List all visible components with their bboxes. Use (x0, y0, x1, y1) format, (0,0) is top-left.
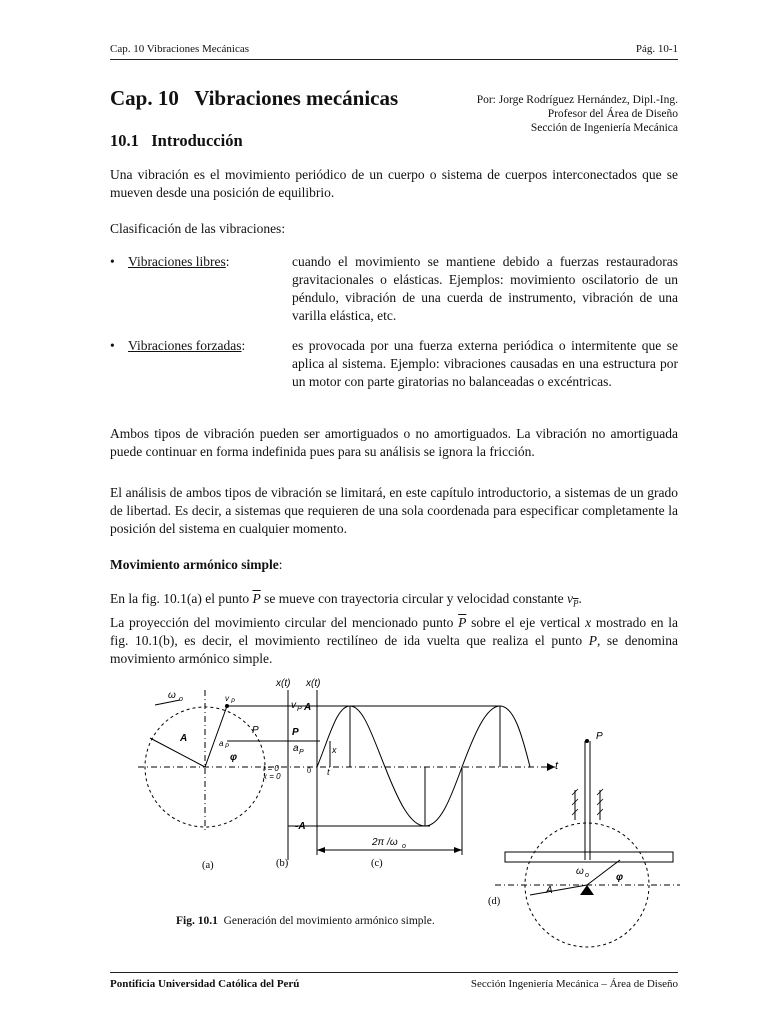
label-zero: 0 (307, 766, 311, 775)
label-ap-sub: P (299, 749, 304, 756)
label-t-axis: t (555, 760, 559, 772)
slider-pin (585, 739, 589, 743)
label-vp-top-sub: P (231, 699, 236, 705)
intro-paragraph: Una vibración es el movimiento periódico de un cuerpo o sistema de cuerpos interconectados que se mueven desde una posición de equilibrio. (110, 167, 678, 200)
bullet-marker: • (110, 338, 115, 353)
footer-rule (110, 972, 678, 973)
t-axis-arrowhead (547, 763, 555, 771)
label-omega-d: ω (576, 866, 584, 877)
crosshead-slot (505, 852, 673, 862)
sine-wave (317, 706, 530, 826)
label-period-sub: o (402, 843, 406, 850)
mas-heading: Movimiento armónico simple: (110, 557, 283, 572)
section-heading: 10.1 Introducción (110, 131, 243, 150)
running-header-left: Cap. 10 Vibraciones Mecánicas (110, 43, 250, 55)
label-pbar: P (252, 725, 259, 736)
period-arrowhead-left (317, 847, 325, 853)
classification-heading: Clasificación de las vibraciones: (110, 221, 286, 236)
figure-caption-text: Generación del movimiento armónico simple. (223, 915, 435, 927)
figure-caption (176, 915, 435, 927)
bullet-marker: • (110, 254, 115, 269)
bullet-label-forced: Vibraciones forzadas: (128, 338, 246, 353)
label-a-top: A (304, 702, 312, 713)
label-minus-a: -A (295, 821, 306, 832)
label-ap: a (293, 743, 299, 754)
label-omega: ω (168, 690, 176, 701)
label-t-small: t (327, 767, 330, 778)
bullet-label-free: Vibraciones libres: (128, 254, 230, 269)
label-xt-b: x(t) (276, 678, 291, 689)
label-x-small: x (332, 745, 337, 755)
running-header-page: Pág. 10-1 (635, 43, 678, 55)
label-vp: v (291, 700, 296, 711)
author-name: Por: Jorge Rodríguez Hernández, Dipl.-Ing. (476, 94, 678, 106)
subfigure-label-d: (d) (488, 896, 501, 907)
author-position: Profesor del Área de Diseño (547, 108, 678, 120)
damping-paragraph: Ambos tipos de vibración pueden ser amortiguados o no amortiguados. La vibración no amortiguada puede continuar en forma indefinida pues para su análisis se ignora la fricción. (110, 426, 678, 459)
figure-caption-label: Fig. 10.1 (176, 915, 218, 927)
point-p-dot (225, 704, 229, 708)
label-xt-c: x(t) (306, 678, 321, 689)
label-a-left: A (180, 733, 188, 744)
footer-university: Pontificia Universidad Católica del Perú (110, 978, 300, 990)
label-p-b: P (292, 727, 299, 738)
bullet-text-forced: es provocada por una fuerza externa periódica o intermitente que se aplica al sistema. Ejemplo: vibraciones causadas en una estructura por un motor con parte giratorias no balanceadas o excéntricas. (292, 338, 678, 389)
label-vp-top: v (225, 694, 229, 703)
radius-line-left (150, 738, 205, 767)
label-a-d: A (546, 885, 553, 896)
analysis-paragraph: El análisis de ambos tipos de vibración se limitará, en este capítulo introductorio, a sistemas de un grado de libertad. Es decir, a sistemas que requieren de una sola coordenada para especificar completamente la posición del sistema en cualquier momento. (110, 485, 678, 536)
mas-paragraph-1: En la fig. 10.1(a) el punto $\overline{P}$ se mueve con trayectoria circular y velocidad constante $v_{\overline{P}}$. (110, 591, 582, 609)
label-vp-sub: P (297, 706, 302, 713)
subfigure-label-a: (a) (202, 860, 214, 871)
label-phi-d: φ (616, 872, 624, 883)
label-x0: x = 0 (263, 772, 281, 781)
period-arrowhead-right (454, 847, 462, 853)
bullet-text-free: cuando el movimiento se mantiene debido a fuerzas restauradoras gravitacionales o elásticas. Ejemplos: movimiento oscilatorio de un péndulo, vibración de una cuerda de instrumento, vibración de una varilla elástica, etc. (292, 254, 678, 323)
label-a-accel-sub: P (225, 744, 230, 750)
footer-department: Sección Ingeniería Mecánica – Área de Diseño (470, 978, 678, 990)
radius-line (205, 706, 230, 767)
label-period: 2π /ω (372, 837, 398, 848)
label-omega-d-sub: o (585, 872, 589, 879)
label-a-accel: a (219, 739, 224, 748)
label-omega-sub: o (179, 696, 183, 703)
label-p-d: P (596, 731, 603, 742)
subfigure-label-b: (b) (276, 858, 289, 869)
crank-radius (530, 885, 587, 895)
label-t0: t = 0 (263, 764, 279, 773)
mas-paragraph-2: La proyección del movimiento circular del mencionado punto $\overline{P}$ sobre el eje vertical x mostrado en la fig. 10.1(b), es decir, el movimiento rectilíneo de ida vuelta que realiza el punto P, se denomina movimiento armónico simple. (110, 615, 679, 666)
label-phi: φ (230, 752, 238, 763)
subfigure-label-c: (c) (371, 858, 383, 869)
pivot-support (580, 885, 594, 895)
author-section: Sección de Ingeniería Mecánica (530, 122, 678, 134)
chapter-title: Cap. 10 Vibraciones mecánicas (110, 86, 399, 110)
